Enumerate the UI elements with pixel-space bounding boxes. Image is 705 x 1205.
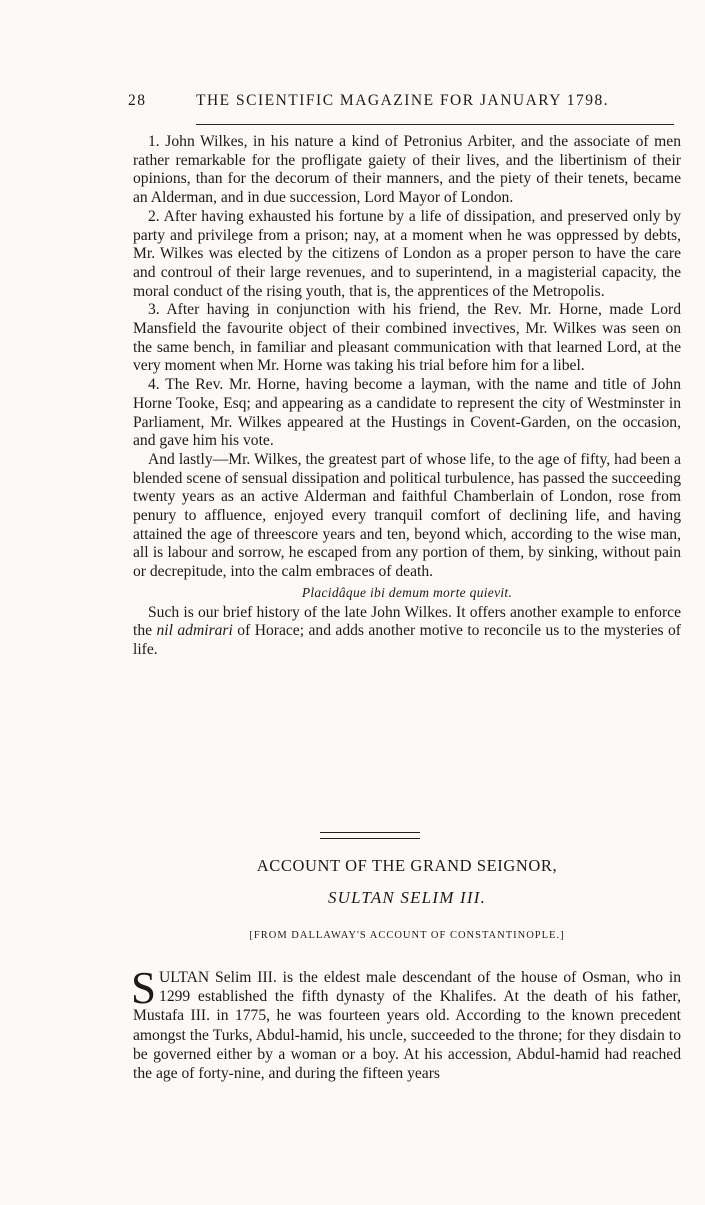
drop-cap: S	[131, 963, 157, 1013]
section-title: ACCOUNT OF THE GRAND SEIGNOR,	[256, 856, 558, 875]
closing-text-b: of Horace; and adds another motive to reconcile us to the mysteries of life.	[133, 622, 681, 658]
page-number: 28	[128, 92, 147, 109]
sultan-article	[131, 963, 681, 1083]
section-divider	[320, 832, 420, 839]
paragraph-2: 2. After having exhausted his fortune by a life of dissipation, and preserved only by party and privilege from a prison; nay, at a moment when he was oppressed by debts, Mr. Wilkes was elected by the citizens of London as a proper person to have the care and controul of their large revenues, and to superintend, in a magisterial capacity, the moral conduct of the rising youth, that is, the apprentices of the Metropolis.	[133, 207, 681, 300]
paragraph-1: 1. John Wilkes, in his nature a kind of Petronius Arbiter, and the associate of men rather remarkable for the profligate gaiety of their lives, and the libertinism of their opinions, than for the decorum of their manners, and the piety of their tenets, became an Alderman, and in due succession, Lord Mayor of London.	[133, 133, 681, 207]
sultan-paragraph: ULTAN Selim III. is the eldest male descendant of the house of Osman, who in 1299 established the fifth dynasty of the Khalifes. At the death of his father, Mustafa III. in 1775, he was fourteen years old. According to the known precedent amongst the Turks, Abdul-hamid, his uncle, succeeded to the throne; for they disdain to be governed either by a woman or a boy. At his accession, Abdul-hamid had reached the age of forty-nine, and during the fifteen years	[133, 969, 681, 1083]
paragraph-3: 3. After having in conjunction with his friend, the Rev. Mr. Horne, made Lord Mansfield the favourite object of their combined invectives, Mr. Wilkes was seen on the same bench, in familiar and pleasant communication with that learned Lord, at the very moment when Mr. Horne was taking his trial before him for a libel.	[133, 301, 681, 375]
closing-text-a: Such is our brief history of the late John Wilkes. It offers another example to enforce the	[133, 603, 681, 640]
running-head: THE SCIENTIFIC MAGAZINE FOR JANUARY 1798.	[196, 92, 610, 109]
source-note: [FROM DALLAWAY'S ACCOUNT OF CONSTANTINOPLE.]	[249, 930, 565, 941]
header-rule	[196, 124, 674, 125]
closing-latin: nil admirari	[156, 622, 233, 640]
paragraph-lastly: And lastly—Mr. Wilkes, the greatest part of whose life, to the age of fifty, had been a blended scene of sensual dissipation and political turbulence, has passed the succeeding twenty years as an active Alderman and faithful Chamberlain of London, rose from penury to affluence, enjoyed every tranquil comfort of declining life, and having attained the age of threescore years and ten, beyond which, according to the wise man, all is labour and sorrow, he escaped from any portion of them, by sinking, without pain or decrepitude, into the calm embraces of death.	[133, 450, 681, 581]
page-header	[128, 92, 680, 116]
wilkes-article	[133, 133, 681, 660]
paragraph-4: 4. The Rev. Mr. Horne, having become a layman, with the name and title of John Horne Tooke, Esq; and appearing as a candidate to represent the city of Westminster in Parliament, Mr. Wilkes appeared at the Hustings in Covent-Garden, on the occasion, and gave him his vote.	[133, 376, 681, 450]
latin-motto: Placidâque ibi demum morte quievit.	[301, 584, 513, 600]
closing-paragraph	[133, 604, 681, 660]
section-subtitle: SULTAN SELIM III.	[327, 888, 487, 907]
